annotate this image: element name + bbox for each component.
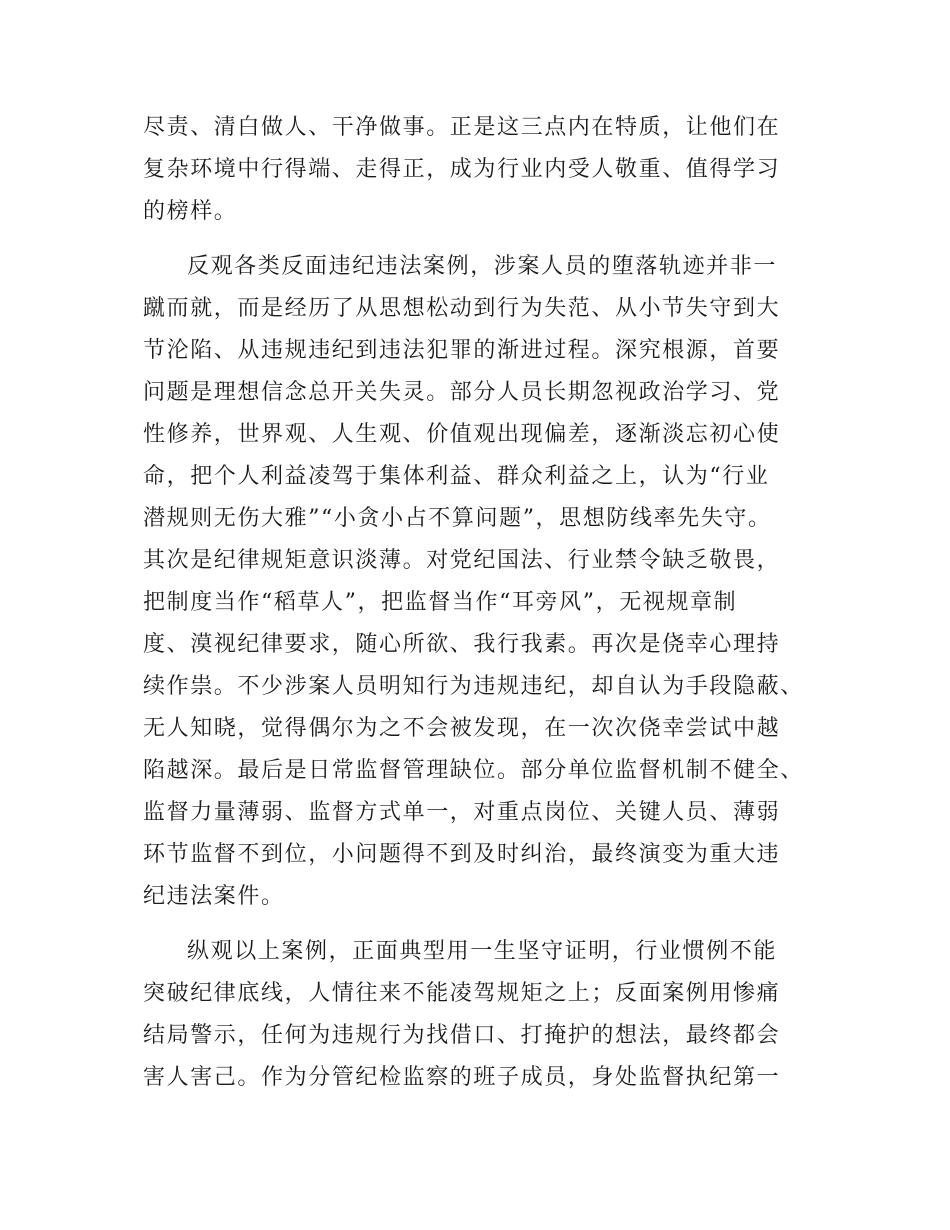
- paragraph-2-line-8: 其次是纪律规矩意识淡薄。对党纪国法、行业禁令缺乏敬畏，: [143, 548, 781, 573]
- paragraph-2-line-13: 陷越深。最后是日常监督管理缺位。部分单位监督机制不健全、: [143, 758, 804, 783]
- paragraph-2-line-1: 反观各类反面违纪违法案例，涉案人员的堕落轨迹并非一: [187, 254, 778, 279]
- paragraph-1-line-2: 复杂环境中行得端、走得正，成为行业内受人敬重、值得学习: [143, 157, 781, 182]
- paragraph-3-line-4: 害人害己。作为分管纪检监察的班子成员，身处监督执纪第一: [143, 1065, 781, 1090]
- paragraph-2-line-14: 监督力量薄弱、监督方式单一，对重点岗位、关键人员、薄弱: [143, 800, 781, 825]
- paragraph-2-line-3: 节沦陷、从违规违纪到违法犯罪的渐进过程。深究根源，首要: [143, 338, 781, 363]
- paragraph-2-line-2: 蹴而就，而是经历了从思想松动到行为失范、从小节失守到大: [143, 296, 781, 321]
- paragraph-3-line-1: 纵观以上案例，正面典型用一生坚守证明，行业惯例不能: [187, 939, 778, 964]
- paragraph-2-line-10: 度、漠视纪律要求，随心所欲、我行我素。再次是侥幸心理持: [143, 632, 781, 657]
- paragraph-3-line-3: 结局警示，任何为违规行为找借口、打掩护的想法，最终都会: [143, 1023, 781, 1048]
- paragraph-2-line-9: 把制度当作“稻草人”，把监督当作“耳旁风”，无视规章制: [143, 590, 738, 615]
- paragraph-2-line-12: 无人知晓，觉得偶尔为之不会被发现，在一次次侥幸尝试中越: [143, 716, 781, 741]
- paragraph-2-line-6: 命，把个人利益凌驾于集体利益、群众利益之上，认为“行业: [143, 464, 770, 489]
- paragraph-2-line-5: 性修养，世界观、人生观、价值观出现偏差，逐渐淡忘初心使: [143, 422, 781, 447]
- paragraph-1-line-1: 尽责、清白做人、干净做事。正是这三点内在特质，让他们在: [143, 115, 781, 140]
- paragraph-2-line-11: 续作祟。不少涉案人员明知行为违规违纪，却自认为手段隐蔽、: [143, 674, 804, 699]
- paragraph-2-line-15: 环节监督不到位，小问题得不到及时纠治，最终演变为重大违: [143, 842, 781, 867]
- paragraph-2-line-4: 问题是理想信念总开关失灵。部分人员长期忽视政治学习、党: [143, 380, 781, 405]
- paragraph-2-line-16: 纪违法案件。: [143, 884, 285, 909]
- paragraph-3-line-2: 突破纪律底线，人情往来不能凌驾规矩之上；反面案例用惨痛: [143, 981, 781, 1006]
- paragraph-2-line-7: 潜规则无伤大雅”“小贪小占不算问题”，思想防线率先失守。: [143, 506, 772, 531]
- paragraph-1-line-3: 的榜样。: [143, 199, 238, 224]
